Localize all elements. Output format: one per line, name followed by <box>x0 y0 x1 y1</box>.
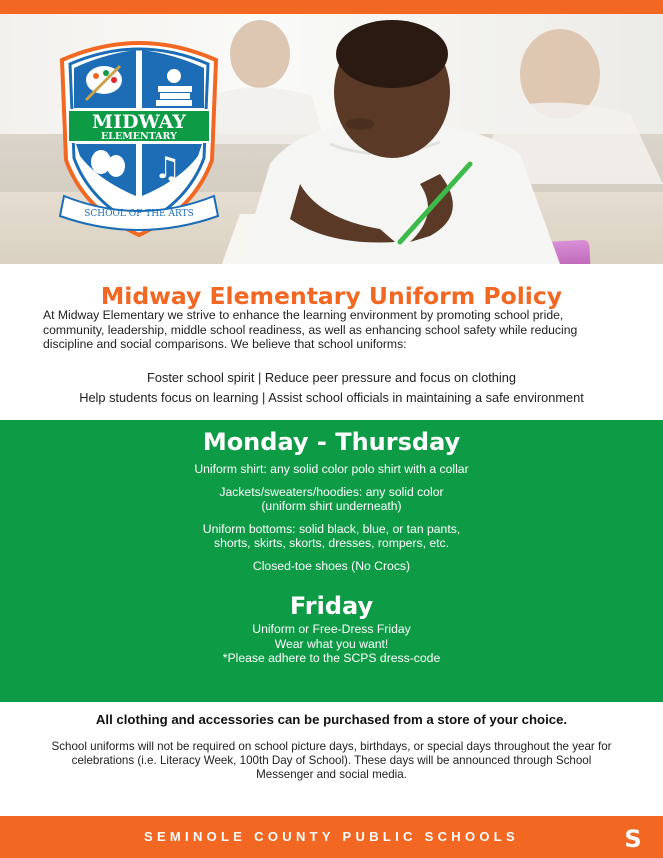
rule-line: Uniform bottoms: solid black, blue, or tan pants, <box>202 521 461 536</box>
schedule-section <box>0 420 663 702</box>
svg-text:♫: ♫ <box>154 151 181 186</box>
scps-logo-letter: S <box>624 825 642 852</box>
district-name: SEMINOLE COUNTY PUBLIC SCHOOLS <box>143 829 520 844</box>
friday-heading: Friday <box>289 592 374 620</box>
logo-elementary-text: ELEMENTARY <box>101 131 177 142</box>
top-orange-bar <box>0 0 663 14</box>
purchase-note: All clothing and accessories can be purchased from a store of your choice. <box>95 712 568 727</box>
benefits-list <box>0 368 663 408</box>
rule-item <box>0 559 663 574</box>
footer-bar <box>0 816 663 858</box>
rule-line: Uniform shirt: any solid color polo shirt with a collar <box>194 462 469 476</box>
benefit-line: Help students focus on learning | Assist school officials in maintaining a safe environment <box>79 390 584 405</box>
friday-line: Uniform or Free-Dress Friday <box>252 622 411 636</box>
friday-line: Wear what you want! <box>274 636 389 651</box>
rule-item <box>0 522 663 551</box>
rule-line: (uniform shirt underneath) <box>261 499 402 513</box>
logo-midway-text: MIDWAY <box>92 111 186 133</box>
monday-thursday-heading: Monday - Thursday <box>202 428 461 456</box>
exemption-note: School uniforms will not be required on school picture days, birthdays, or special days throughout the year for celebrations (i.e. Literacy Week, 100th Day of School). These days will be announced through School Messenger and social media. <box>51 740 612 781</box>
benefit-line: Foster school spirit | Reduce peer pressure and focus on clothing <box>147 370 516 385</box>
rule-line: Jackets/sweaters/hoodies: any solid color <box>219 484 444 499</box>
intro-paragraph: At Midway Elementary we strive to enhance the learning environment by promoting school pride, community, leadership, middle school readiness, as well as enhancing school safety while reducing discipline and social comparisons. We believe that school uniforms: <box>43 308 578 351</box>
logo-banner-text: SCHOOL OF THE ARTS <box>84 209 194 219</box>
rule-item <box>0 485 663 514</box>
friday-rules <box>0 622 663 666</box>
rule-line: Closed-toe shoes (No Crocs) <box>252 558 411 573</box>
scps-s-logo-icon <box>620 824 646 852</box>
midway-crest-logo <box>54 30 224 240</box>
friday-line: *Please adhere to the SCPS dress-code <box>222 651 441 665</box>
rule-item <box>0 462 663 477</box>
monday-thursday-rules <box>0 462 663 581</box>
page-title: Midway Elementary Uniform Policy <box>100 282 563 310</box>
rule-line: shorts, skirts, skorts, dresses, rompers, etc. <box>213 536 449 550</box>
